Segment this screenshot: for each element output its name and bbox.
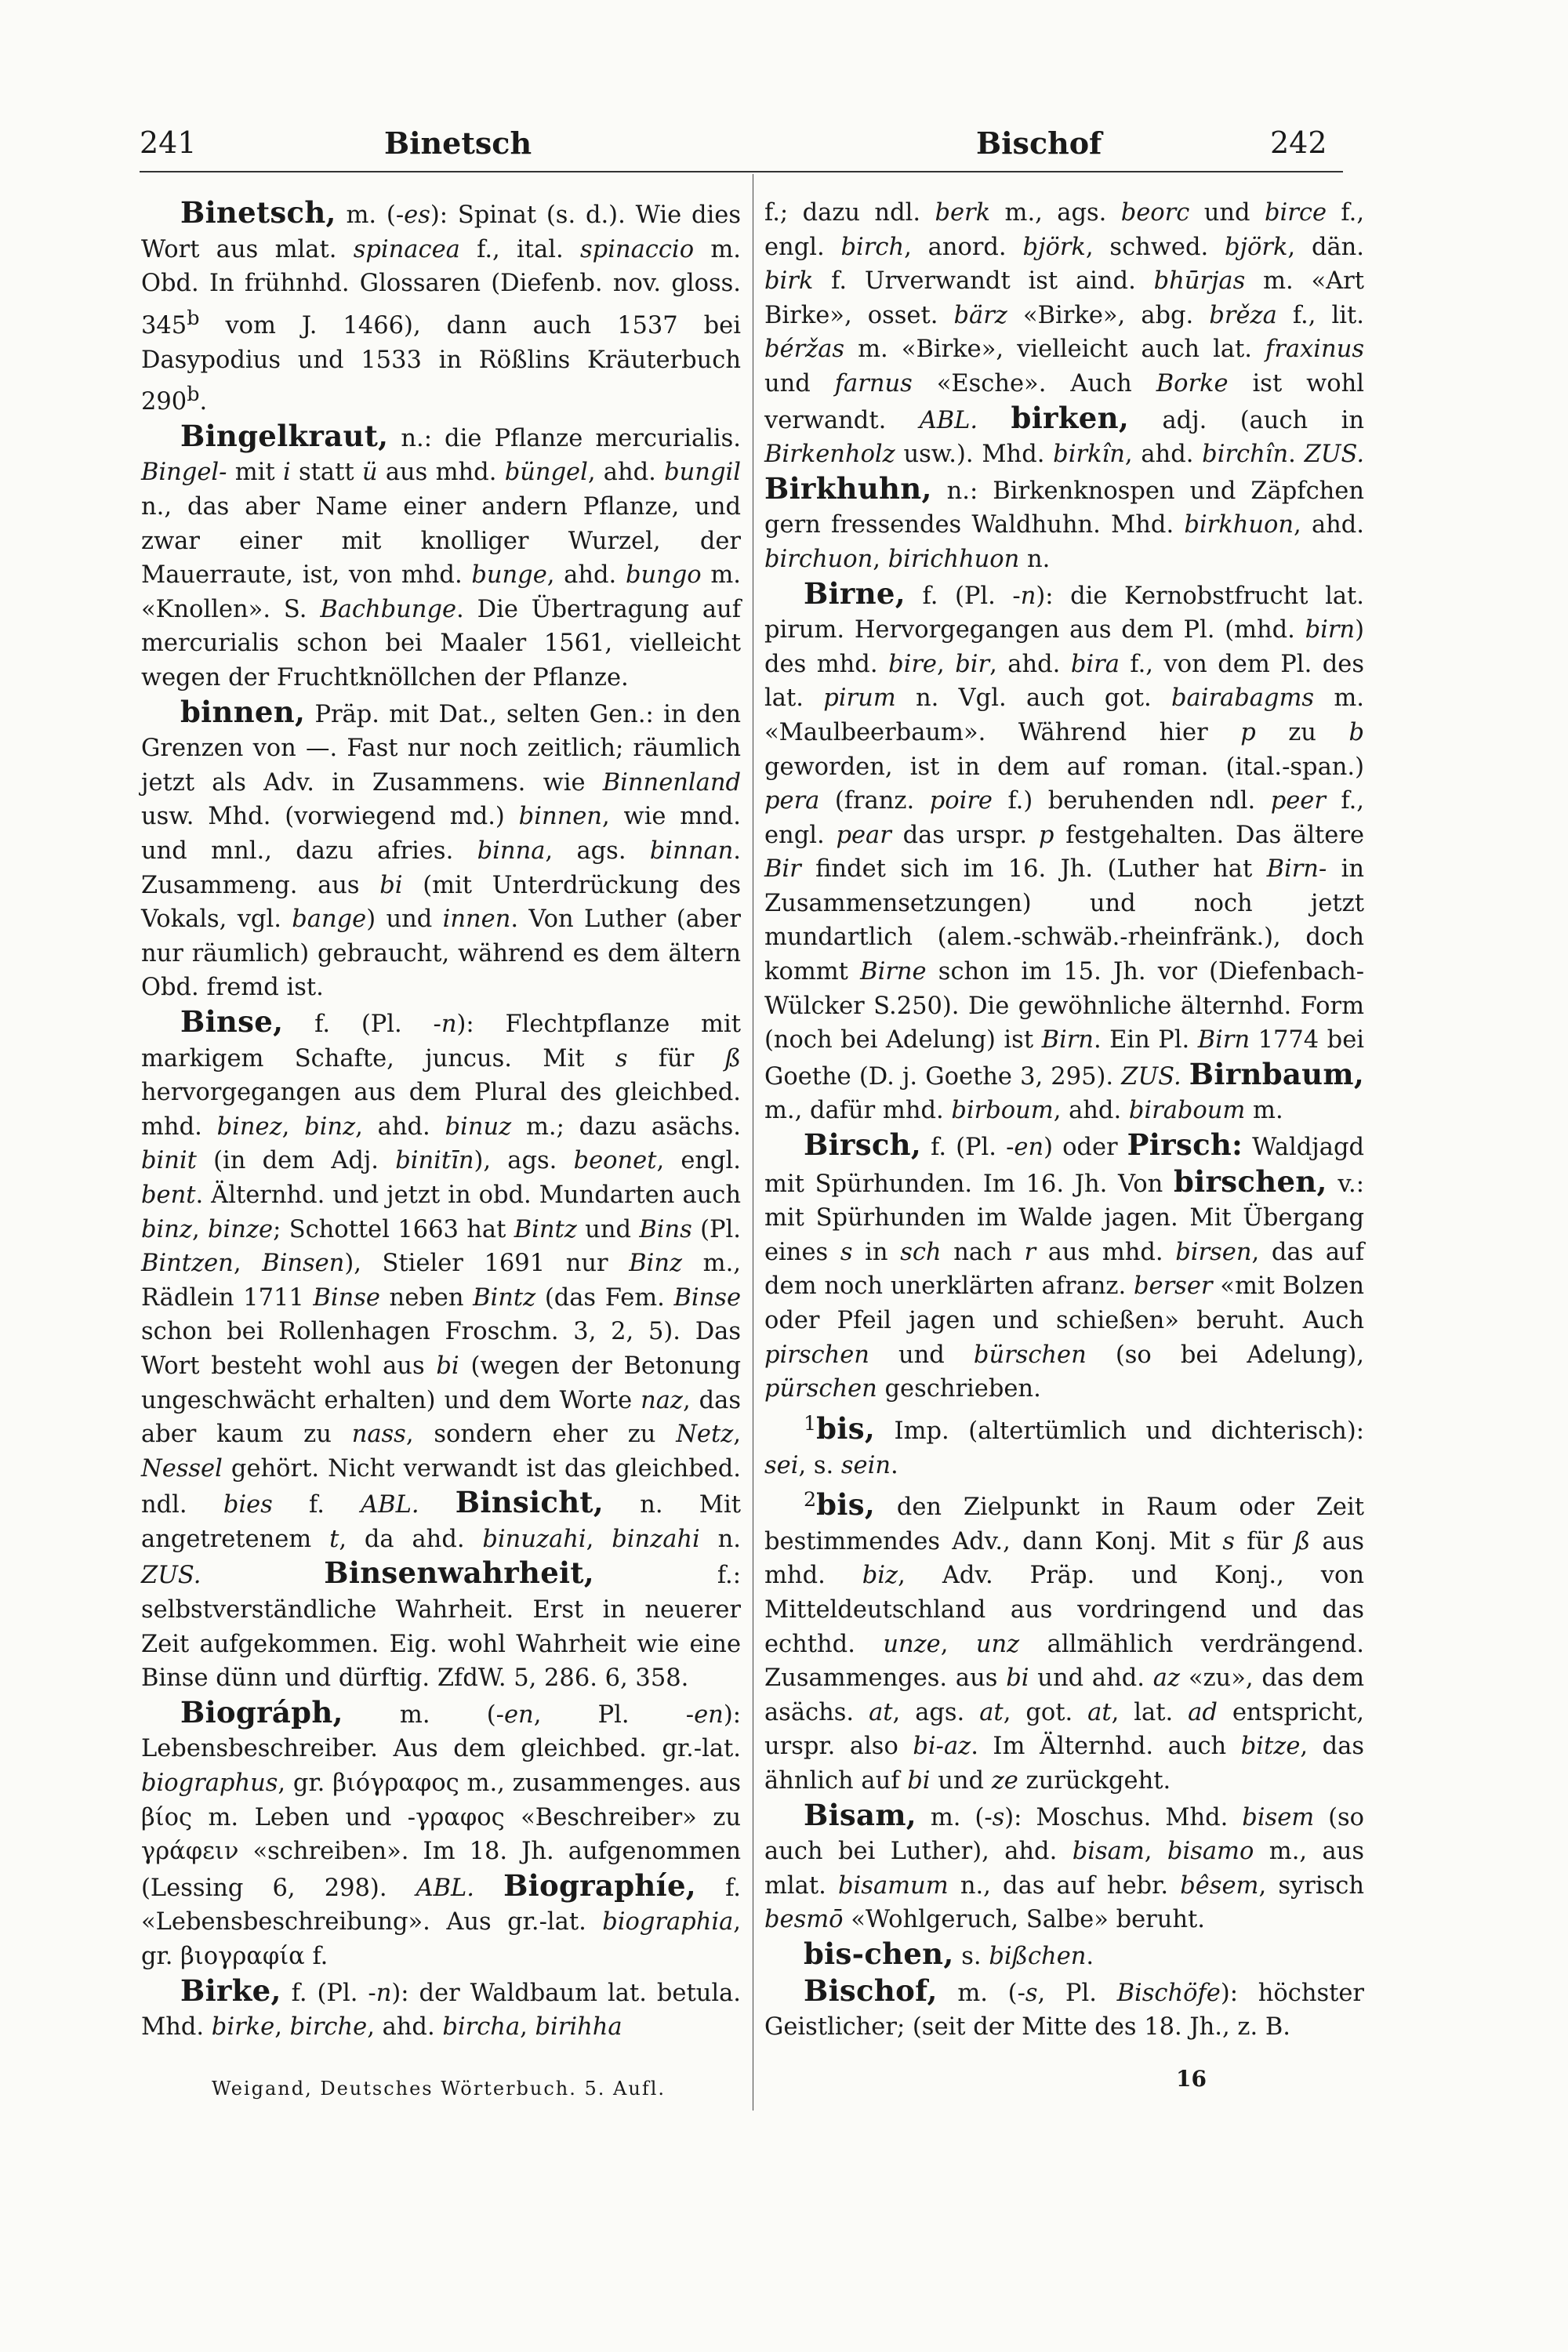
right-running-head: Bischof [976, 125, 1102, 161]
left-running-head: Binetsch [384, 125, 532, 161]
left-page-number: 241 [140, 125, 197, 160]
imprint-footer: Weigand, Deutsches Wörterbuch. 5. Aufl. [212, 2078, 666, 2100]
left-column: Binetsch, m. (-es): Spinat (s. d.). Wie dies Wort aus mlat. spinacea f., ital. spinaccio m. Obd. In frühnhd. Glossaren (Diefenb. nov. gloss. 345$^b$ vom J. 1466), dann auch 1537 bei Dasypodius und 1533 in Rößlins Kräuterbuch 290$^b$. Bingelkraut, n.: die Pflanze mercurialis. Bingel- mit i statt ü aus mhd. büngel, ahd. bungil n., das aber Name einer andern Pflanze, und zwar einer mit knolliger Wurzel, der Mauerraute, ist, von mhd. bunge, ahd. bungo m. «Knollen». S. Bachbunge. Die Übertragung auf mercurialis schon bei Maaler 1561, vielleicht wegen der Fruchtknöllchen der Pflanze. binnen, Präp. mit Dat., selten Gen.: in den Grenzen von —. Fast nur noch zeitlich; räumlich jetzt als Adv. in Zusammens. wie Binnenland usw. Mhd. (vorwiegend md.) binnen, wie mnd. und mnl., dazu afries. binna, ags. binnan. Zusammeng. aus bi (mit Unterdrückung des Vokals, vgl. bange) und innen. Von Luther (aber nur räumlich) gebraucht, während es dem ältern Obd. fremd ist. Binse, f. (Pl. -n): Flechtpflanze mit markigem Schafte, juncus. Mit s für ß hervorgegangen aus dem Plural des gleichbed. mhd. binez, binz, ahd. binuz m.; dazu asächs. binit (in dem Adj. binitīn), ags. beonet, engl. bent. Älternhd. und jetzt in obd. Mundarten auch binz, binze; Schottel 1663 hat Bintz und Bins (Pl. Bintzen, Binsen), Stieler 1691 nur Binz m., Rädlein 1711 Binse neben Bintz (das Fem. Binse schon bei Rollenhagen Froschm. 3, 2, 5). Das Wort besteht wohl aus bi (wegen der Betonung ungeschwächt erhalten) und dem Worte naz, das aber kaum zu nass, sondern eher zu Netz, Nessel gehört. Nicht verwandt ist das gleichbed. ndl. bies f. ABL. Binsicht, n. Mit angetretenem t, da ahd. binuzahi, binzahi n. ZUS. Binsenwahrheit, f.: selbstverständliche Wahrheit. Erst in neuerer Zeit aufgekommen. Eig. wohl Wahrheit wie eine Binse dünn und dürftig. ZfdW. 5, 286. 6, 358. Biográph, m. (-en, Pl. -en): Lebensbeschreiber. Aus dem gleichbed. gr.-lat. biographus, gr. βιόγραφος m., zusammenges. aus βίος m. Leben und -γραφος «Beschreiber» zu γράφειν «schreiben». Im 18. Jh. aufgenommen (Lessing 6, 298). ABL. Biographíe, f. «Lebensbeschreibung». Aus gr.-lat. biographia, gr. βιογραφία f. Birke, f. (Pl. -n): der Waldbaum lat. betula. Mhd. birke, birche, ahd. bircha, birihha [141, 195, 742, 2042]
right-page-number: 242 [1270, 125, 1327, 160]
signature-mark: 16 [1176, 2066, 1207, 2092]
header-rule [140, 171, 1343, 172]
right-column: f.; dazu ndl. berk m., ags. beorc und birce f., engl. birch, anord. björk, schwed. björk, dän. birk f. Urverwandt ist aind. bhūrjas m. «Art Birke», osset. bärz «Birke», abg. brěza f., lit. béržas m. «Birke», vielleicht auch lat. fraxinus und farnus «Esche». Auch Borke ist wohl verwandt. ABL. birken, adj. (auch in Birkenholz usw.). Mhd. birkîn, ahd. birchîn. ZUS. Birkhuhn, n.: Birkenknospen und Zäpfchen gern fressendes Waldhuhn. Mhd. birkhuon, ahd. birchuon, birichhuon n. Birne, f. (Pl. -n): die Kernobstfrucht lat. pirum. Hervorgegangen aus dem Pl. (mhd. birn) des mhd. bire, bir, ahd. bira f., von dem Pl. des lat. pirum n. Vgl. auch got. bairabagms m. «Maulbeerbaum». Während hier p zu b geworden, ist in dem auf roman. (ital.-span.) pera (franz. poire f.) beruhenden ndl. peer f., engl. pear das urspr. p festgehalten. Das ältere Bir findet sich im 16. Jh. (Luther hat Birn- in Zusammensetzungen) und noch jetzt mundartlich (alem.-schwäb.-rheinfränk.), doch kommt Birne schon im 15. Jh. vor (Diefenbach-Wülcker S.250). Die gewöhnliche älternhd. Form (noch bei Adelung) ist Birn. Ein Pl. Birn 1774 bei Goethe (D. j. Goethe 3, 295). ZUS. Birnbaum, m., dafür mhd. birboum, ahd. biraboum m. Birsch, f. (Pl. -en) oder Pirsch: Waldjagd mit Spürhunden. Im 16. Jh. Von birschen, v.: mit Spürhunden im Walde jagen. Mit Übergang eines s in sch nach r aus mhd. birsen, das auf dem noch unerklärten afranz. berser «mit Bolzen oder Pfeil jagen und schießen» beruht. Auch pirschen und bürschen (so bei Adelung), pürschen geschrieben. $^1$bis, Imp. (altertümlich und dichterisch): sei, s. sein. $^2$bis, den Zielpunkt in Raum oder Zeit bestimmendes Adv., dann Konj. Mit s für ß aus mhd. biz, Adv. Präp. und Konj., von Mitteldeutschland aus vordringend und das echthd. unze, unz allmählich verdrängend. Zusammenges. aus bi und ahd. az «zu», das dem asächs. at, ags. at, got. at, lat. ad entspricht, urspr. also bi-az. Im Älternhd. auch bitze, das ähnlich auf bi und ze zurückgeht. Bisam, m. (-s): Moschus. Mhd. bisem (so auch bei Luther), ahd. bisam, bisamo m., aus mlat. bisamum n., das auf hebr. bêsem, syrisch besmō «Wohlgeruch, Salbe» beruht. bis-chen, s. bißchen. Bischof, m. (-s, Pl. Bischöfe): höchster Geistlicher; (seit der Mitte des 18. Jh., z. B. [764, 199, 1365, 2042]
